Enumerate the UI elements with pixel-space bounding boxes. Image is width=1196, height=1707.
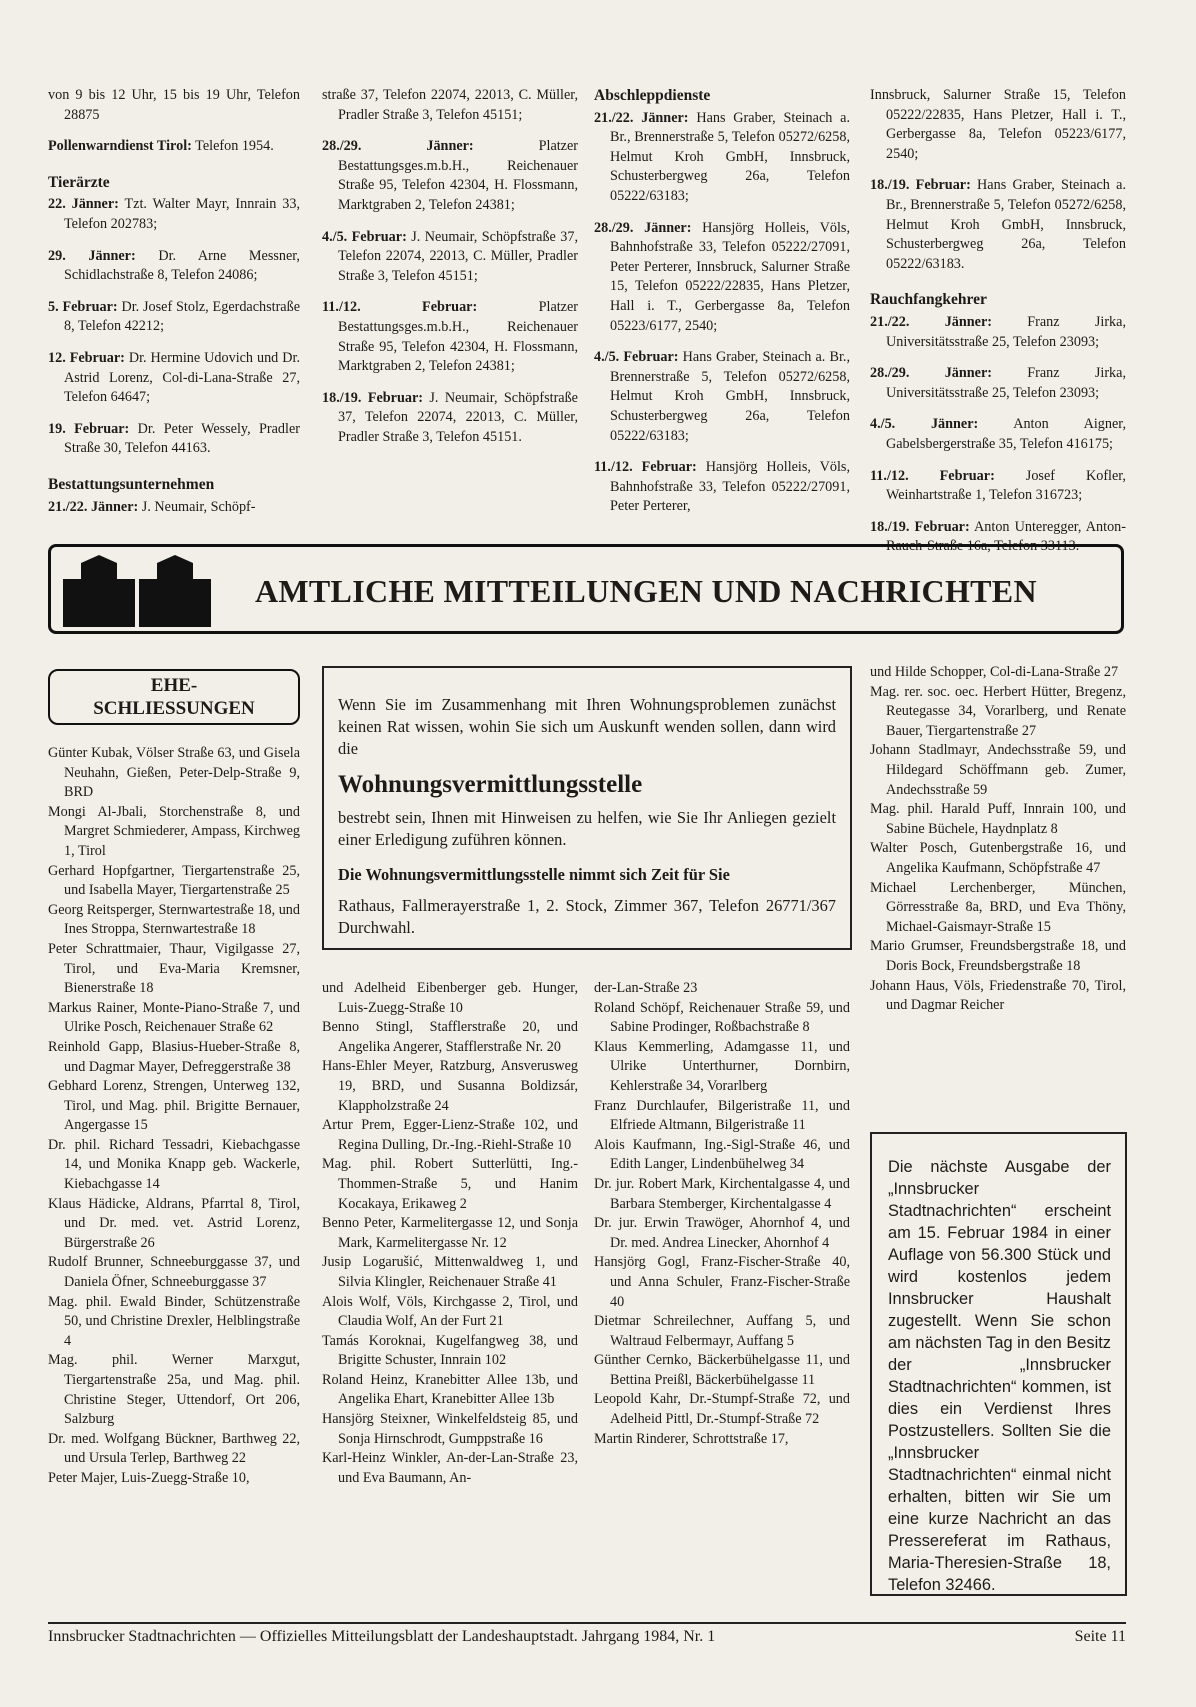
marriage-entry: Mag. phil. Ewald Binder, Schützenstraße 50, und Christine Drexler, Helblingstraße 4 <box>48 1293 300 1349</box>
marriage-entry: Günter Kubak, Völser Straße 63, und Gisela Neuhahn, Gießen, Peter-Delp-Straße 9, BRD <box>48 745 300 801</box>
spacer <box>48 125 300 137</box>
marriage-entry: Jusip Logarušić, Mittenwaldweg 1, und Silvia Klingler, Reichenauer Straße 41 <box>322 1254 578 1290</box>
marriage-entry: Hans-Ehler Meyer, Ratzburg, Ansverusweg 19, BRD, und Susanna Boldizsár, Klappholzstraße 24 <box>322 1058 578 1114</box>
marriages-col-1 <box>48 744 300 1489</box>
entry-text: Dr. Arne Messner, Schidlachstraße 8, Telefon 24086; <box>64 247 300 284</box>
section-heading: Abschleppdienste <box>594 87 711 104</box>
service-entry <box>870 415 1126 454</box>
service-entry <box>48 195 300 234</box>
spacer <box>48 235 300 247</box>
marriage-entry: Alois Kaufmann, Ing.-Sigl-Straße 46, und Edith Langer, Lindenbühelweg 34 <box>594 1136 850 1173</box>
marriage-entry: Benno Peter, Karmelitergasse 12, und Sonja Mark, Karmelitergasse Nr. 12 <box>322 1215 578 1251</box>
marriage-entry: Walter Posch, Gutenbergstraße 16, und Angelika Kaufmann, Schöpfstraße 47 <box>870 840 1126 876</box>
infobox-text: Die nächste Ausgabe der „Innsbrucker Stadtnachrichten“ erscheint am 15. Februar 1984 in einer Auflage von 56.300 Stück und wird kostenlos jedem Innsbrucker Haushalt zugestellt. Wenn Sie schon am nächsten Tag in den Besitz der „Innsbrucker Stadtnachrichten“ kommen, ist dies ein Verdienst Ihres Postzustellers. Sollten Sie die „Innsbrucker Stadtnachrichten“ einmal nicht erhalten, bitten wir Sie um eine kurze Nachricht an das Pressereferat im Rathaus, Maria-Theresien-Straße 18, Telefon 32466. <box>888 1158 1111 1594</box>
entry-text: Franz Jirka, Universitätsstraße 25, Telefon 23093; <box>886 313 1126 350</box>
spacer <box>870 164 1126 176</box>
marriage-entry: Alois Wolf, Völs, Kirchgasse 2, Tirol, und Claudia Wolf, An der Furt 21 <box>322 1293 578 1330</box>
marriage-entry: Mag. phil. Robert Sutterlütti, Ing.-Thommen-Straße 5, und Hanim Kocakaya, Erikaweg 2 <box>322 1156 578 1212</box>
section-banner <box>48 544 1124 634</box>
service-entry <box>870 467 1126 506</box>
spacer <box>870 274 1126 290</box>
marriage-entry: Mag. rer. soc. oec. Herbert Hütter, Bregenz, Reutegasse 34, Vorarlberg, und Renate Bauer, Tiergartenstraße 27 <box>870 683 1126 739</box>
entry-text: Hans Graber, Steinach a. Br., Brennerstraße 5, Telefon 05272/6258, Helmut Kroh GmbH, Innsbruck, Schusterbergweg 26a, Telefon 05222/63183. <box>886 177 1126 272</box>
marriages-col-3 <box>594 979 850 1449</box>
service-entry <box>48 298 300 337</box>
entry-text: Anton Aigner, Gabelsbergerstraße 35, Telefon 416175; <box>886 416 1126 452</box>
spacer <box>48 337 300 349</box>
entry-date: 18./19. Februar: <box>322 389 423 406</box>
entry-date: Pollenwarndienst Tirol: <box>48 138 192 155</box>
marriage-entry: Reinhold Gapp, Blasius-Hueber-Straße 8, und Dagmar Mayer, Defreggerstraße 38 <box>48 1038 300 1075</box>
service-entry <box>870 86 1126 164</box>
marriages-heading-line-2: SCHLIESSUNGEN <box>93 698 255 719</box>
spacer <box>870 455 1126 467</box>
marriage-entry: Peter Schrattmaier, Thaur, Vigilgasse 27, Tirol, und Eva-Maria Kremsner, Bienerstraße 18 <box>48 940 300 997</box>
entry-date: 28./29. Jänner: <box>594 219 692 236</box>
marriage-entry: Georg Reitsperger, Sternwartestraße 18, und Ines Stroppa, Sternwartestraße 18 <box>48 901 300 938</box>
notice-title: Wohnungsvermittlungsstelle <box>338 771 643 799</box>
entry-date: 5. Februar: <box>48 298 118 315</box>
entry-date: 21./22. Jänner: <box>870 313 992 330</box>
banner-title: AMTLICHE MITTEILUNGEN UND NACHRICHTEN <box>255 573 1037 609</box>
spacer <box>870 403 1126 415</box>
section-heading: Rauchfangkehrer <box>870 291 987 309</box>
spacer <box>322 125 578 137</box>
service-entry <box>870 364 1126 403</box>
notice-emphasis: Die Wohnungsvermittlungsstelle nimmt sich Zeit für Sie <box>338 864 730 884</box>
service-entry <box>870 313 1126 352</box>
footer-rule <box>48 1622 1126 1624</box>
entry-date: 19. Februar: <box>48 420 130 437</box>
entry-text: Hansjörg Holleis, Völs, Bahnhofstraße 33, Telefon 05222/27091, Peter Perterer, Innsbruck, Salurner Straße 15, Telefon 05222/22835, Hans Pletzer, Hall i. T., Gerbergasse 8a, Telefon 05223/6177, 2540; <box>610 219 850 334</box>
top-col-3 <box>594 86 850 517</box>
entry-text: J. Neumair, Schöpfstraße 37, Telefon 22074, 22013, C. Müller, Pradler Straße 3, Telefon 45151. <box>338 389 578 445</box>
entry-text: Franz Jirka, Universitätsstraße 25, Telefon 23093; <box>886 365 1126 401</box>
entry-text: Dr. Hermine Udovich und Dr. Astrid Lorenz, Col-di-Lana-Straße 27, Telefon 64647; <box>64 349 300 406</box>
marriages-col-4 <box>870 663 1126 1016</box>
entry-date: 18./19. Februar: <box>870 518 970 535</box>
entry-date: 4./5. Jänner: <box>870 416 979 433</box>
entry-text: Dr. Peter Wessely, Pradler Straße 30, Telefon 44163. <box>64 420 300 457</box>
service-entry <box>48 420 300 459</box>
entry-text: Platzer Bestattungsges.m.b.H., Reichenauer Straße 95, Telefon 42304, H. Flossmann, Marktgraben 2, Telefon 24381; <box>338 299 578 375</box>
service-entry <box>594 348 850 446</box>
top-col-1 <box>48 86 300 517</box>
top-col-2 <box>322 86 578 448</box>
marriage-entry: Peter Majer, Luis-Zuegg-Straße 10, <box>48 1469 250 1486</box>
notice-body: bestrebt sein, Ihnen mit Hinweisen zu helfen, wie Sie Ihr Anliegen gezielt einer Erledigung zuführen können. <box>338 808 836 850</box>
service-entry <box>594 219 850 337</box>
service-entry <box>48 498 300 518</box>
marriage-entry: Markus Rainer, Monte-Piano-Straße 7, und Ulrike Posch, Reichenauer Straße 62 <box>48 999 300 1036</box>
footer-page-number: Seite 11 <box>1074 1628 1126 1645</box>
marriage-entry: Mario Grumser, Freundsbergstraße 18, und Doris Bock, Freundsbergstraße 18 <box>870 938 1126 974</box>
marriage-entry: Roland Heinz, Kranebitter Allee 13b, und Angelika Ehart, Kranebitter Allee 13b <box>322 1371 578 1408</box>
marriage-entry: Karl-Heinz Winkler, An-der-Lan-Straße 23, und Eva Baumann, An- <box>322 1450 578 1486</box>
marriage-entry: Gebhard Lorenz, Strengen, Unterweg 132, Tirol, und Mag. phil. Brigitte Bernauer, Angergasse 15 <box>48 1078 300 1134</box>
entry-text: von 9 bis 12 Uhr, 15 bis 19 Uhr, Telefon 28875 <box>48 87 300 123</box>
entry-text: Platzer Bestattungsges.m.b.H., Reichenauer Straße 95, Telefon 42304, H. Flossmann, Marktgraben 2, Telefon 24381; <box>338 138 578 213</box>
footer-publication: Innsbrucker Stadtnachrichten — Offizielles Mitteilungsblatt der Landeshauptstadt. Jahrgang 1984, Nr. 1 <box>48 1628 716 1645</box>
housing-notice-box <box>322 666 852 950</box>
marriage-entry: Dr. phil. Richard Tessadri, Kiebachgasse 14, und Monika Knapp geb. Wackerle, Kiebachgasse 14 <box>48 1136 300 1193</box>
entry-text: Innsbruck, Salurner Straße 15, Telefon 05222/22835, Hans Pletzer, Hall i. T., Gerbergasse 8a, Telefon 05223/6177, 2540; <box>870 87 1126 162</box>
marriages-heading-box <box>48 669 300 725</box>
entry-text: Hansjörg Holleis, Völs, Bahnhofstraße 33, Telefon 05222/27091, Peter Perterer, <box>610 459 850 515</box>
entry-date: 11./12. Februar: <box>594 459 697 476</box>
entry-date: 21./22. Jänner: <box>594 109 689 126</box>
service-entry <box>48 349 300 408</box>
marriage-entry: Benno Stingl, Stafflerstraße 20, und Angelika Angerer, Stafflerstraße Nr. 20 <box>322 1019 578 1055</box>
entry-text: J. Neumair, Schöpfstraße 37, Telefon 22074, 22013, C. Müller, Pradler Straße 3, Telefon 45151; <box>338 228 578 284</box>
marriage-entry: und Adelheid Eibenberger geb. Hunger, Luis-Zuegg-Straße 10 <box>322 980 578 1016</box>
marriage-entry: Dietmar Schreilechner, Auffang 5, und Waltraud Felbermayr, Auffang 5 <box>594 1313 850 1349</box>
section-heading: Tierärzte <box>48 173 110 191</box>
entry-text: Josef Kofler, Weinhartstraße 1, Telefon 316723; <box>886 467 1126 504</box>
entry-date: 29. Jänner: <box>48 247 136 264</box>
marriage-entry: Johann Stadlmayr, Andechsstraße 59, und Hildegard Schöffmann geb. Zumer, Andechsstraße 59 <box>870 742 1126 798</box>
top-col-4 <box>870 86 1126 557</box>
spacer <box>48 286 300 298</box>
marriage-entry: und Hilde Schopper, Col-di-Lana-Straße 27 <box>870 664 1119 680</box>
service-entry <box>322 389 578 448</box>
spacer <box>322 286 578 298</box>
marriage-entry: Hansjörg Steixner, Winkelfeldsteig 85, und Sonja Hirnschrodt, Gumppstraße 16 <box>322 1411 578 1447</box>
marriage-entry: Rudolf Brunner, Schneeburggasse 37, und Daniela Öfner, Schneeburggasse 37 <box>48 1254 300 1291</box>
marriage-entry: Martin Rinderer, Schrottstraße 17, <box>594 1430 789 1447</box>
service-entry <box>594 458 850 517</box>
marriage-entry: Johann Haus, Völs, Friedenstraße 70, Tirol, und Dagmar Reicher <box>870 977 1126 1014</box>
entry-text: J. Neumair, Schöpf- <box>138 498 256 515</box>
marriage-entry: Mag. phil. Werner Marxgut, Tiergartenstraße 25a, und Mag. phil. Christine Steger, Uttendorf, Ort 206, Salzburg <box>48 1352 300 1428</box>
entry-date: 28./29. Jänner: <box>870 365 992 382</box>
entry-date: 12. Februar: <box>48 349 125 366</box>
entry-text: Hans Graber, Steinach a. Br., Brennerstraße 5, Telefon 05272/6258, Helmut Kroh GmbH, Innsbruck, Schusterbergweg 26a, Telefon 05222/63183; <box>610 109 850 204</box>
entry-date: 21./22. Jänner: <box>48 498 139 515</box>
marriage-entry: Franz Durchlaufer, Bilgeristraße 11, und Elfriede Altmann, Bilgeristraße 11 <box>594 1097 850 1134</box>
entry-date: 4./5. Februar: <box>594 349 679 366</box>
marriages-col-2 <box>322 979 578 1488</box>
marriage-entry: Artur Prem, Egger-Lienz-Straße 102, und Regina Dulling, Dr.-Ing.-Riehl-Straße 10 <box>322 1117 578 1153</box>
marriage-entry: Klaus Kemmerling, Adamgasse 11, und Ulrike Unterthurner, Dornbirn, Kehlerstraße 34, Vorarlberg <box>594 1038 850 1094</box>
entry-date: 18./19. Februar: <box>870 177 971 194</box>
marriage-entry: Günther Cernko, Bäckerbühelgasse 11, und Bettina Preißl, Bäckerbühelgasse 11 <box>594 1352 850 1388</box>
entry-text: Anton Unteregger, Anton-Rauch-Straße 16a, Telefon 33113. <box>886 518 1126 555</box>
marriage-entry: Michael Lerchenberger, München, Görresstraße 8a, BRD, und Eva Thöny, Michael-Gaismayr-Straße 15 <box>870 879 1126 935</box>
service-entry <box>48 137 300 157</box>
entry-text: Hans Graber, Steinach a. Br., Brennerstraße 5, Telefon 05272/6258, Helmut Kroh GmbH, Innsbruck, Schusterbergweg 26a, Telefon 05222/63183; <box>610 349 850 444</box>
entry-date: 11./12. Februar: <box>870 467 995 484</box>
marriage-entry: Roland Schöpf, Reichenauer Straße 59, und Sabine Prodinger, Roßbachstraße 8 <box>594 999 850 1036</box>
entry-date: 11./12. Februar: <box>322 299 478 316</box>
spacer <box>322 216 578 228</box>
next-issue-infobox <box>870 1132 1127 1596</box>
service-entry <box>48 86 300 125</box>
spacer <box>322 377 578 389</box>
marriage-entry: Klaus Hädicke, Aldrans, Pfarrtal 8, Tirol, und Dr. med. vet. Astrid Lorenz, Bürgerstraße 26 <box>48 1195 300 1251</box>
spacer <box>870 506 1126 518</box>
marriage-entry: Mag. phil. Harald Puff, Innrain 100, und Sabine Büchele, Haydnplatz 8 <box>870 801 1126 837</box>
service-entry <box>48 247 300 286</box>
spacer <box>48 157 300 173</box>
notice-intro: Wenn Sie im Zusammenhang mit Ihren Wohnungsproblemen zunächst keinen Rat wissen, wohin Sie sich um Auskunft wenden sollen, dann wird die <box>338 695 836 758</box>
spacer <box>594 207 850 219</box>
marriage-entry: Tamás Koroknai, Kugelfangweg 38, und Brigitte Schuster, Innrain 102 <box>322 1332 578 1369</box>
service-entry <box>870 176 1126 274</box>
marriage-entry: Mongi Al-Jbali, Storchenstraße 8, und Margret Schmiederer, Ampass, Kirchweg 1, Tirol <box>48 803 300 859</box>
marriages-heading-line-1: EHE- <box>150 675 198 696</box>
service-entry <box>322 228 578 287</box>
marriage-entry: Dr. jur. Robert Mark, Kirchentalgasse 4, und Barbara Stemberger, Kirchentalgasse 4 <box>594 1175 850 1212</box>
service-entry <box>322 137 578 215</box>
entry-date: 28./29. Jänner: <box>322 138 474 155</box>
entry-text: Dr. Josef Stolz, Egerdachstraße 8, Telefon 42212; <box>64 298 300 335</box>
entry-text: Telefon 1954. <box>191 138 274 155</box>
section-heading: Bestattungsunternehmen <box>48 475 215 493</box>
spacer <box>870 352 1126 364</box>
notice-address: Rathaus, Fallmerayerstraße 1, 2. Stock, Zimmer 367, Telefon 26771/367 Durchwahl. <box>338 895 836 937</box>
spacer <box>594 336 850 348</box>
entry-date: 22. Jänner: <box>48 196 119 213</box>
entry-text: straße 37, Telefon 22074, 22013, C. Müller, Pradler Straße 3, Telefon 45151; <box>322 87 578 123</box>
marriage-entry: Dr. med. Wolfgang Bückner, Barthweg 22, und Ursula Terlep, Barthweg 22 <box>48 1430 300 1467</box>
entry-date: 4./5. Februar: <box>322 228 407 245</box>
marriage-entry: Hansjörg Gogl, Franz-Fischer-Straße 40, und Anna Schuler, Franz-Fischer-Straße 40 <box>594 1254 850 1310</box>
city-houses-icon <box>61 551 241 629</box>
marriage-entry: Dr. jur. Erwin Trawöger, Ahornhof 4, und Dr. med. Andrea Linecker, Ahornhof 4 <box>594 1215 850 1251</box>
service-entry <box>322 86 578 125</box>
marriage-entry: Leopold Kahr, Dr.-Stumpf-Straße 72, und Adelheid Pittl, Dr.-Stumpf-Straße 72 <box>594 1391 850 1428</box>
spacer <box>48 408 300 420</box>
spacer <box>48 459 300 475</box>
service-entry <box>322 298 578 376</box>
service-entry <box>594 109 850 207</box>
spacer <box>594 446 850 458</box>
marriage-entry: der-Lan-Straße 23 <box>594 980 698 996</box>
entry-text: Tzt. Walter Mayr, Innrain 33, Telefon 202783; <box>64 196 300 232</box>
marriage-entry: Gerhard Hopfgartner, Tiergartenstraße 25, und Isabella Mayer, Tiergartenstraße 25 <box>48 862 300 899</box>
